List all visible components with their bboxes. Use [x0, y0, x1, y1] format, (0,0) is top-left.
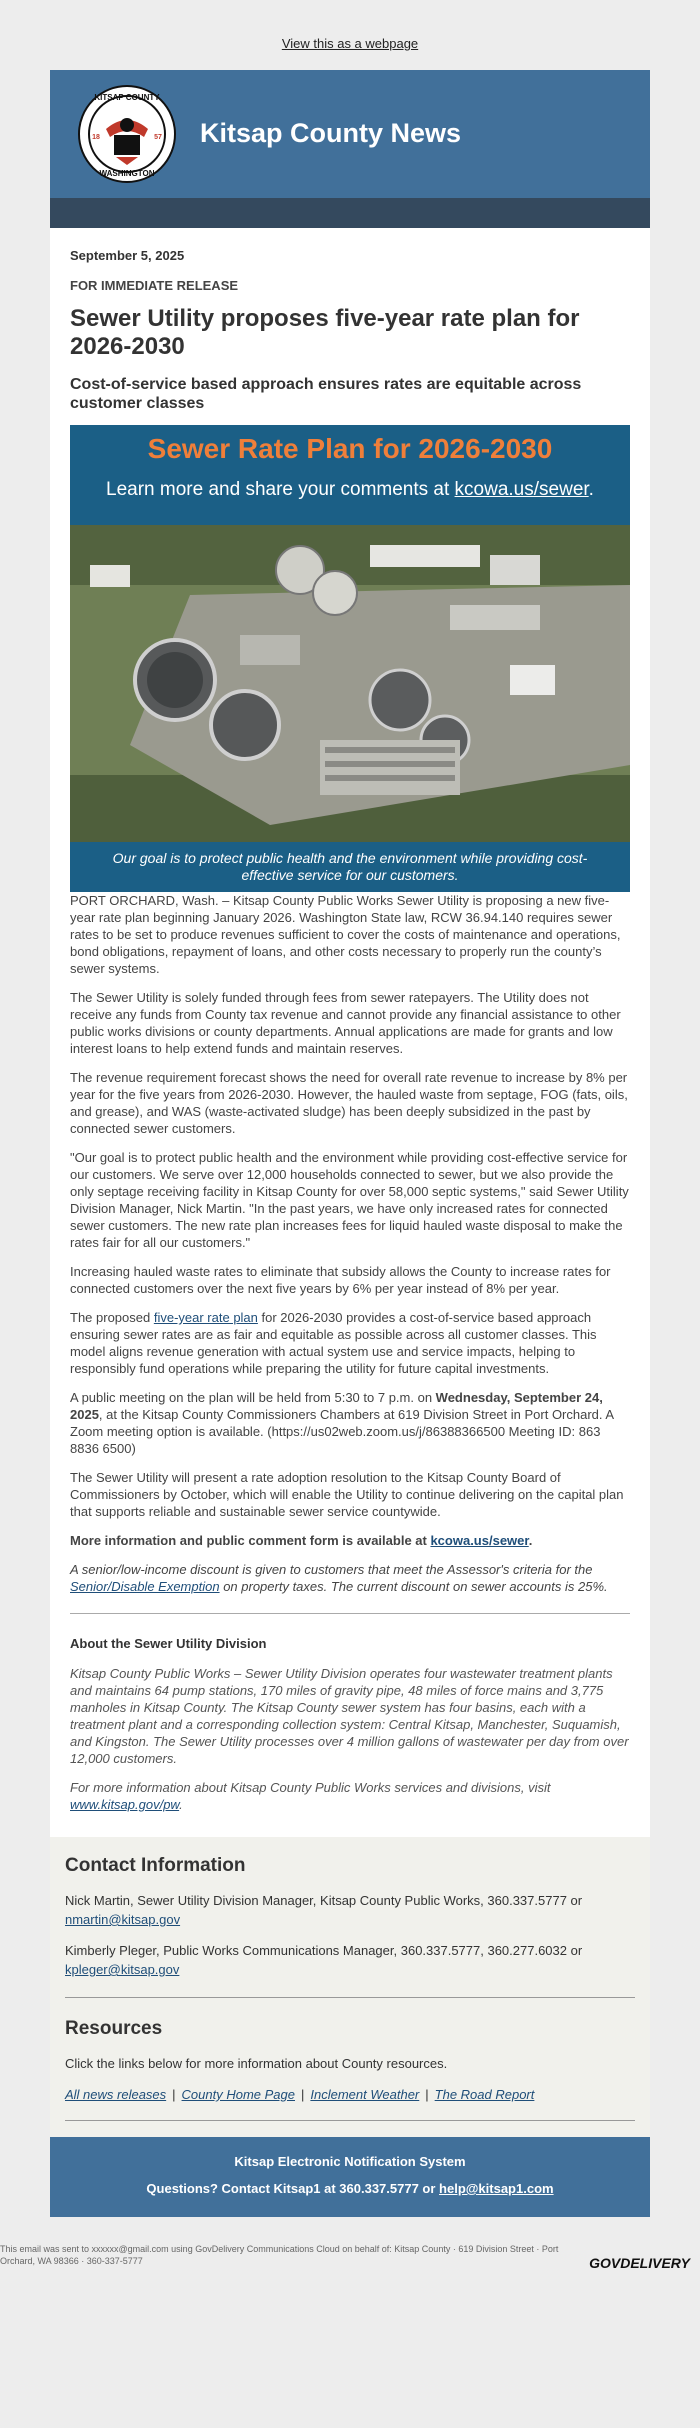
about-more-info — [70, 1779, 630, 1813]
discount-text-prefix: A senior/low-income discount is given to customers that meet the Assessor's criteria for the — [70, 1562, 593, 1577]
meeting-date: Wednesday, September 24, 2025 — [70, 1390, 603, 1422]
about-paragraph: Kitsap County Public Works – Sewer Utility Division operates four wastewater treatment plants and maintains 64 pump stations, 170 miles of gravity pipe, 48 miles of force mains and 3,775 manholes in Kitsap County. The Kitsap County sewer system has four basins, each with a treatment plant and a corresponding collection system: Central Kitsap, Manchester, Suquamish, and Kingston. The Sewer Utility processes over 4 million gallons of wastewater per day from over 12,000 customers. — [70, 1666, 629, 1766]
top-bar — [0, 0, 700, 70]
kitsap-county-seal-logo — [78, 85, 176, 183]
treatment-plant-aerial-photo — [70, 525, 630, 842]
resources-title: Resources — [65, 2018, 163, 2039]
contact-1-text: Nick Martin, Sewer Utility Division Manager, Kitsap County Public Works, 360.337.5777 or — [65, 1893, 583, 1908]
rate-plan-text-suffix: for 2026-2030 provides a cost-of-service based approach ensuring sewer rates are as fair and equitable as possible across all customer classes. This model aligns revenue generation with actual system use and service impacts, helping to responsibly fund operations while preparing the utility for future capital investments. — [70, 1310, 597, 1376]
contact-kimberly-pleger — [65, 1941, 635, 1979]
contact-section — [50, 1837, 650, 2137]
five-year-rate-plan-link[interactable]: five-year rate plan — [153, 1310, 258, 1325]
about-title: About the Sewer Utility Division — [70, 1636, 267, 1651]
subheadline: Cost-of-service based approach ensures rates are equitable across customer classes — [70, 376, 582, 412]
resources-divider — [65, 2120, 635, 2121]
view-as-webpage-link[interactable]: View this as a webpage — [281, 36, 419, 51]
meeting-text-suffix: , at the Kitsap County Commissioners Chambers at 619 Division Street in Port Orchard. A Zoom meeting option is available. (https://us02web.zoom.us/j/86388366500 Meeting ID: 863 8836 6500) — [70, 1407, 614, 1456]
paragraph-quote: "Our goal is to protect public health and the environment while providing cost-effective service for our customers. We serve over 12,000 households connected to sewer, but we also provide the only septage receiving facility in Kitsap County for over 58,000 septic systems," said Sewer Utility Division Manager, Nick Martin. "In the past years, we have only increased rates for connected sewer customers. The new rate plan increases fees for liquid hauled waste disposal to make the rates fair for all our customers." — [70, 1150, 629, 1250]
header-banner — [50, 70, 650, 198]
paragraph-more-info — [70, 1532, 630, 1549]
paragraph-funding: The Sewer Utility is solely funded through fees from sewer ratepayers. The Utility does not receive any funds from County tax revenue and cannot provide any financial assistance to other public works divisions or county departments. Annual applications are made for grants and low interest loans to help extend funds and maintain reserves. — [70, 990, 621, 1056]
rate-plan-banner — [70, 425, 630, 892]
notification-question-text: Questions? Contact Kitsap1 at 360.337.5777 or — [146, 2181, 440, 2196]
govdelivery-logo[interactable]: GOVDELIVERY — [589, 2255, 690, 2271]
contact-divider — [65, 1997, 635, 1998]
discount-text-suffix: on property taxes. The current discount on sewer accounts is 25%. — [219, 1579, 608, 1594]
resource-link-county-home[interactable]: County Home Page — [181, 2087, 295, 2102]
meeting-text-prefix: A public meeting on the plan will be held from 5:30 to 7 p.m. on — [70, 1390, 436, 1405]
header-divider-band — [50, 198, 650, 228]
contact-1-email-link[interactable]: nmartin@kitsap.gov — [65, 1912, 181, 1927]
paragraph-adoption: The Sewer Utility will present a rate adoption resolution to the Kitsap County Board of Commissioners by October, which will enable the Utility to continue delivering on the capital plan that supports reliable and sustainable sewer service countywide. — [70, 1470, 624, 1519]
seal-bottom-text: WASHINGTON — [99, 169, 155, 178]
banner-subtitle-period: . — [588, 479, 594, 500]
kitsap-pw-link[interactable]: www.kitsap.gov/pw — [70, 1797, 180, 1812]
contact-nick-martin — [65, 1891, 635, 1929]
resource-link-inclement-weather[interactable]: Inclement Weather — [310, 2087, 420, 2102]
seal-left-year: 18 — [92, 134, 100, 141]
seal-right-year: 57 — [154, 134, 162, 141]
banner-caption: Our goal is to protect public health and the environment while providing cost-effective service for our customers. — [112, 850, 588, 883]
paragraph-discount — [70, 1561, 630, 1595]
notification-system-box — [50, 2137, 650, 2217]
release-date: September 5, 2025 — [70, 248, 185, 263]
notification-title: Kitsap Electronic Notification System — [234, 2154, 466, 2169]
help-email-link[interactable]: help@kitsap1.com — [439, 2181, 554, 2196]
resource-link-news-releases[interactable]: All news releases — [65, 2087, 167, 2102]
paragraph-rate-plan — [70, 1309, 630, 1377]
banner-subtitle-text: Learn more and share your comments at — [106, 479, 455, 500]
contact-2-email-link[interactable]: kpleger@kitsap.gov — [65, 1962, 180, 1977]
link-separator: | — [172, 2087, 176, 2102]
article-content — [50, 228, 650, 1837]
resources-intro: Click the links below for more information about County resources. — [65, 2056, 448, 2071]
sent-to-text: This email was sent to xxxxxx@gmail.com using GovDelivery Communications Cloud on behalf of: Kitsap County · 619 Division Street · Port Orchard, WA 98366 · 360-337-5777 — [0, 2244, 559, 2266]
resource-link-road-report[interactable]: The Road Report — [434, 2087, 535, 2102]
about-more-period: . — [179, 1797, 183, 1812]
paragraph-subsidy: Increasing hauled waste rates to eliminate that subsidy allows the County to increase rates for connected customers over the next five years by 6% per year instead of 8% per year. — [70, 1264, 611, 1296]
more-info-period: . — [528, 1533, 533, 1548]
header-title: Kitsap County News — [200, 118, 462, 148]
contact-2-text: Kimberly Pleger, Public Works Communications Manager, 360.337.5777, 360.277.6032 or — [65, 1943, 583, 1958]
paragraph-intro: PORT ORCHARD, Wash. – Kitsap County Public Works Sewer Utility is proposing a new five-year rate plan beginning January 2026. Washington State law, RCW 36.94.140 requires sewer rates to be set to produce revenues sufficient to cover the costs of maintenance and operations, bond obligations, repayment of loans, and other costs necessary to properly run the county’s sewer systems. — [70, 893, 621, 976]
banner-title: Sewer Rate Plan for 2026-2030 — [147, 433, 553, 464]
resources-links — [65, 2085, 635, 2104]
headline: Sewer Utility proposes five-year rate plan for 2026-2030 — [70, 305, 580, 360]
banner-sewer-link[interactable]: kcowa.us/sewer — [454, 479, 589, 500]
email-container — [50, 70, 650, 2217]
email-footer — [0, 2217, 700, 2292]
more-info-text: More information and public comment form is available at — [70, 1533, 431, 1548]
section-divider — [70, 1613, 630, 1614]
link-separator: | — [301, 2087, 305, 2102]
release-label: FOR IMMEDIATE RELEASE — [70, 278, 239, 293]
notification-question — [50, 2181, 650, 2196]
seal-top-text: KITSAP COUNTY — [94, 93, 160, 102]
senior-exemption-link[interactable]: Senior/Disable Exemption — [70, 1579, 220, 1594]
link-separator: | — [425, 2087, 429, 2102]
more-info-sewer-link[interactable]: kcowa.us/sewer — [430, 1533, 529, 1548]
about-more-text: For more information about Kitsap County Public Works services and divisions, visit — [70, 1780, 551, 1795]
contact-title: Contact Information — [65, 1855, 246, 1876]
rate-plan-text-prefix: The proposed — [70, 1310, 154, 1325]
paragraph-meeting — [70, 1389, 630, 1457]
banner-subtitle — [70, 479, 630, 501]
paragraph-revenue: The revenue requirement forecast shows the need for overall rate revenue to increase by 8% per year for the five years from 2026-2030. However, the hauled waste from septage, FOG (fats, oils, and grease), and WAS (waste-activated sludge) has been deeply subsidized in the past by connected sewer customers. — [70, 1070, 628, 1136]
banner-header — [70, 425, 630, 525]
